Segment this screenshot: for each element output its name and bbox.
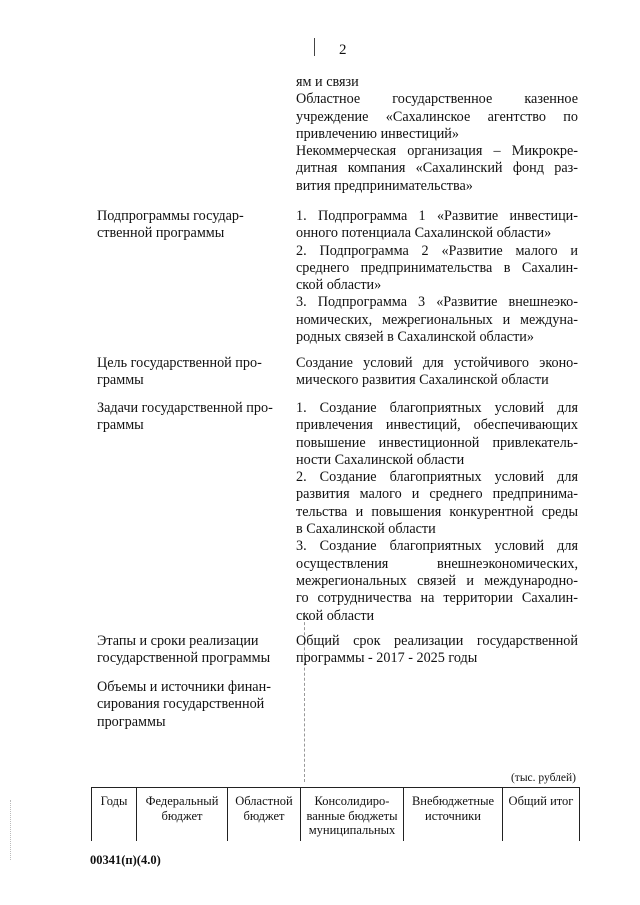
label-line: Объемы и источники финан-: [97, 679, 271, 695]
document-code: 00341(п)(4.0): [90, 853, 161, 867]
text-line: 2. Создание благоприятных условий для: [296, 469, 578, 486]
text-line: 2. Подпрограмма 2 «Развитие малого и: [296, 242, 578, 259]
row-label-stages: [97, 633, 289, 668]
financing-table: [91, 787, 580, 841]
text-line: Общий срок реализации государственной: [296, 633, 578, 649]
text-line: дитная компания «Сахалинский фонд раз-: [296, 160, 578, 177]
text-line: 1. Подпрограмма 1 «Развитие инвестици-: [296, 208, 578, 224]
label-line: сирования государственной: [97, 696, 265, 713]
scan-mark: [314, 38, 315, 56]
header-line: бюджет: [161, 808, 203, 823]
header-federal-budget: [137, 788, 228, 841]
text-line: онного потенциала Сахалинской области»: [296, 225, 552, 242]
header-line: Областной: [235, 794, 293, 808]
text-line: осуществления внешнеэкономических,: [296, 555, 578, 572]
text-line: развития малого и среднего предпринима-: [296, 486, 578, 503]
text-line: среднего предпринимательства в Сахалин-: [296, 259, 578, 276]
row-label-goal: [97, 355, 289, 390]
table-unit-note: (тыс. рублей): [510, 772, 576, 784]
label-line: Задачи государственной про-: [97, 400, 273, 416]
text-line: привлечения инвестиций, обеспечивающих: [296, 417, 578, 434]
responsible-executors-continuation: [296, 74, 578, 195]
row-value-goal: [296, 355, 578, 390]
row-value-subprograms: [296, 208, 578, 346]
header-line: Внебюджетные: [411, 794, 495, 808]
row-label-subprograms: [97, 208, 289, 243]
label-line: ственной программы: [97, 225, 225, 242]
text-line: номических, межрегиональных и междуна-: [296, 311, 578, 328]
text-line: ям и связи: [296, 74, 359, 90]
text-line: го сотрудничества на территории Сахалин-: [296, 590, 578, 607]
label-line: государственной программы: [97, 650, 271, 667]
text-line: тельства и повышения конкурентной среды: [296, 503, 578, 520]
header-line: источники: [425, 808, 481, 823]
text-line: ской области»: [296, 277, 382, 294]
text-line: межрегиональных связей и международно-: [296, 572, 578, 589]
header-line: Консолидиро-: [314, 794, 390, 808]
label-line: Цель государственной про-: [97, 355, 262, 371]
text-line: Областное государственное казенное: [296, 91, 578, 108]
label-line: Этапы и сроки реализации: [97, 633, 259, 649]
label-line: программы: [97, 713, 166, 730]
row-label-financing: [97, 679, 289, 731]
text-line: 1. Создание благоприятных условий для: [296, 400, 578, 416]
header-line: ванные бюджеты: [306, 808, 398, 823]
header-regional-budget: [228, 788, 301, 841]
text-line: ской области: [296, 607, 375, 624]
text-line: Некоммерческая организация – Микрокре-: [296, 143, 578, 160]
text-line: мического развития Сахалинской области: [296, 372, 549, 389]
text-line: 3. Создание благоприятных условий для: [296, 538, 578, 555]
text-line: учреждение «Сахалинское агентство по: [296, 108, 578, 125]
row-value-tasks: [296, 400, 578, 625]
text-line: 3. Подпрограмма 3 «Развитие внешнеэко-: [296, 294, 578, 311]
text-line: повышение инвестиционной привлекатель-: [296, 434, 578, 451]
row-value-stages: [296, 633, 578, 668]
text-line: родных связей в Сахалинской области»: [296, 329, 534, 346]
label-line: граммы: [97, 417, 144, 434]
header-total: [503, 788, 580, 841]
text-line: Создание условий для устойчивого эконо-: [296, 355, 578, 371]
label-line: Подпрограммы государ-: [97, 208, 244, 224]
header-line: Годы: [100, 794, 128, 808]
table-header-row: [92, 788, 580, 841]
header-line: Федеральный: [145, 794, 219, 808]
header-municipal-budgets: [301, 788, 404, 841]
header-line: муниципальных: [308, 823, 396, 837]
header-line: Общий итог: [508, 794, 574, 808]
text-line: программы - 2017 - 2025 годы: [296, 650, 478, 667]
label-line: граммы: [97, 372, 144, 389]
text-line: привлечению инвестиций»: [296, 125, 459, 142]
scan-edge-mark: [10, 800, 12, 860]
header-extrabudgetary: [404, 788, 503, 841]
header-line: бюджет: [243, 808, 285, 823]
header-years: [92, 788, 137, 841]
text-line: ности Сахалинской области: [296, 451, 465, 468]
page-number: 2: [339, 42, 347, 58]
row-label-tasks: [97, 400, 289, 435]
text-line: вития предпринимательства»: [296, 177, 473, 194]
text-line: в Сахалинской области: [296, 521, 436, 538]
